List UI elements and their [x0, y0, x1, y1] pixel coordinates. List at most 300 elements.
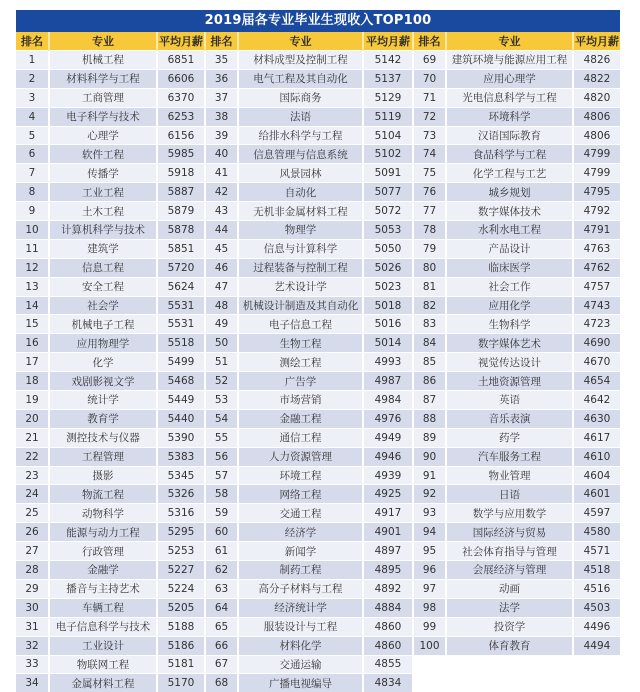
table-row	[16, 391, 620, 410]
rank-cell: 40	[205, 145, 238, 164]
rank-cell: 65	[205, 617, 238, 636]
major-cell: 动物科学	[49, 504, 157, 523]
major-cell: 艺术设计学	[238, 277, 363, 296]
rank-cell: 41	[205, 164, 238, 183]
rank-cell: 44	[205, 221, 238, 240]
rank-cell: 4	[16, 107, 49, 126]
salary-cell: 5449	[157, 391, 205, 410]
rank-cell: 25	[16, 504, 49, 523]
salary-cell: 5383	[157, 447, 205, 466]
rank-cell: 75	[413, 164, 446, 183]
major-cell: 城乡规划	[446, 183, 573, 202]
salary-cell: 5918	[157, 164, 205, 183]
major-cell: 工商管理	[49, 88, 157, 107]
major-cell: 播音与主持艺术	[49, 579, 157, 598]
rank-cell: 77	[413, 202, 446, 221]
major-cell: 环境科学	[446, 107, 573, 126]
major-cell: 应用心理学	[446, 69, 573, 88]
salary-cell: 4917	[363, 504, 413, 523]
major-cell: 电子科学与技术	[49, 107, 157, 126]
rank-cell: 74	[413, 145, 446, 164]
rank-cell: 38	[205, 107, 238, 126]
major-cell: 信息与计算科学	[238, 239, 363, 258]
major-cell: 电气工程及其自动化	[238, 69, 363, 88]
header-major: 专业	[238, 32, 363, 51]
rank-cell: 78	[413, 221, 446, 240]
rank-cell: 91	[413, 466, 446, 485]
major-cell: 体育教育	[446, 636, 573, 655]
rank-cell: 12	[16, 258, 49, 277]
rank-cell: 52	[205, 372, 238, 391]
rank-cell: 94	[413, 523, 446, 542]
major-cell: 工程管理	[49, 447, 157, 466]
salary-cell: 5468	[157, 372, 205, 391]
rank-cell: 56	[205, 447, 238, 466]
major-cell: 日语	[446, 485, 573, 504]
rank-cell: 66	[205, 636, 238, 655]
rank-cell: 22	[16, 447, 49, 466]
major-cell: 经济统计学	[238, 598, 363, 617]
rank-cell: 17	[16, 353, 49, 372]
salary-cell: 5104	[363, 126, 413, 145]
salary-cell: 5624	[157, 277, 205, 296]
major-cell: 物业管理	[446, 466, 573, 485]
salary-cell: 5224	[157, 579, 205, 598]
major-cell: 机械电子工程	[49, 315, 157, 334]
table-row	[16, 561, 620, 580]
salary-cell: 4884	[363, 598, 413, 617]
empty-cell	[573, 674, 620, 692]
rank-cell: 37	[205, 88, 238, 107]
major-cell: 给排水科学与工程	[238, 126, 363, 145]
salary-cell: 5181	[157, 655, 205, 674]
major-cell: 通信工程	[238, 428, 363, 447]
major-cell: 测绘工程	[238, 353, 363, 372]
header-rank: 排名	[205, 32, 238, 51]
salary-cell: 4503	[573, 598, 620, 617]
major-cell: 电子信息工程	[238, 315, 363, 334]
major-cell: 法语	[238, 107, 363, 126]
rank-cell: 24	[16, 485, 49, 504]
rank-cell: 59	[205, 504, 238, 523]
salary-cell: 4654	[573, 372, 620, 391]
salary-cell: 5295	[157, 523, 205, 542]
rank-cell: 7	[16, 164, 49, 183]
salary-cell: 4806	[573, 107, 620, 126]
rank-cell: 50	[205, 334, 238, 353]
major-cell: 汉语国际教育	[446, 126, 573, 145]
salary-cell: 5518	[157, 334, 205, 353]
rank-cell: 79	[413, 239, 446, 258]
salary-cell: 5186	[157, 636, 205, 655]
rank-cell: 93	[413, 504, 446, 523]
table-row	[16, 315, 620, 334]
salary-cell: 4571	[573, 542, 620, 561]
salary-cell: 4949	[363, 428, 413, 447]
table-title: 2019届各专业毕业生现收入TOP100	[16, 10, 620, 32]
salary-cell: 5253	[157, 542, 205, 561]
rank-cell: 83	[413, 315, 446, 334]
header-rank: 排名	[16, 32, 49, 51]
rank-cell: 73	[413, 126, 446, 145]
major-cell: 法学	[446, 598, 573, 617]
rank-cell: 3	[16, 88, 49, 107]
table-row	[16, 579, 620, 598]
major-cell: 社会工作	[446, 277, 573, 296]
salary-cell: 4895	[363, 561, 413, 580]
major-cell: 会展经济与管理	[446, 561, 573, 580]
major-cell: 工业工程	[49, 183, 157, 202]
rank-cell: 46	[205, 258, 238, 277]
salary-cell: 4834	[363, 674, 413, 692]
rank-cell: 86	[413, 372, 446, 391]
salary-cell: 4601	[573, 485, 620, 504]
rank-cell: 47	[205, 277, 238, 296]
table-row	[16, 277, 620, 296]
salary-cell: 5720	[157, 258, 205, 277]
salary-cell: 4822	[573, 69, 620, 88]
rank-cell: 98	[413, 598, 446, 617]
major-cell: 金属材料工程	[49, 674, 157, 692]
major-cell: 水利水电工程	[446, 221, 573, 240]
major-cell: 英语	[446, 391, 573, 410]
salary-cell: 5985	[157, 145, 205, 164]
table-row	[16, 88, 620, 107]
major-cell: 软件工程	[49, 145, 157, 164]
rank-cell: 99	[413, 617, 446, 636]
rank-cell: 10	[16, 221, 49, 240]
rank-cell: 29	[16, 579, 49, 598]
empty-cell	[573, 655, 620, 674]
table-row	[16, 126, 620, 145]
header-salary: 平均月薪	[157, 32, 205, 51]
major-cell: 测控技术与仪器	[49, 428, 157, 447]
rank-cell: 67	[205, 655, 238, 674]
salary-cell: 5227	[157, 561, 205, 580]
salary-cell: 5026	[363, 258, 413, 277]
major-cell: 建筑学	[49, 239, 157, 258]
salary-cell: 4743	[573, 296, 620, 315]
rank-cell: 100	[413, 636, 446, 655]
salary-cell: 4984	[363, 391, 413, 410]
major-cell: 高分子材料与工程	[238, 579, 363, 598]
major-cell: 物流工程	[49, 485, 157, 504]
salary-cell: 5390	[157, 428, 205, 447]
salary-cell: 5018	[363, 296, 413, 315]
rank-cell: 43	[205, 202, 238, 221]
major-cell: 材料科学与工程	[49, 69, 157, 88]
rank-cell: 97	[413, 579, 446, 598]
major-cell: 交通工程	[238, 504, 363, 523]
salary-cell: 5170	[157, 674, 205, 692]
table-row	[16, 239, 620, 258]
header-major: 专业	[49, 32, 157, 51]
salary-cell: 4580	[573, 523, 620, 542]
salary-cell: 5137	[363, 69, 413, 88]
major-cell: 安全工程	[49, 277, 157, 296]
salary-cell: 6156	[157, 126, 205, 145]
major-cell: 金融工程	[238, 409, 363, 428]
salary-cell: 4610	[573, 447, 620, 466]
table-row	[16, 674, 620, 692]
rank-cell: 14	[16, 296, 49, 315]
salary-cell: 4901	[363, 523, 413, 542]
major-cell: 金融学	[49, 561, 157, 580]
salary-cell: 4617	[573, 428, 620, 447]
salary-cell: 4604	[573, 466, 620, 485]
salary-table	[16, 32, 620, 692]
table-row	[16, 542, 620, 561]
salary-cell: 5440	[157, 409, 205, 428]
major-cell: 心理学	[49, 126, 157, 145]
salary-cell: 4860	[363, 636, 413, 655]
major-cell: 国际商务	[238, 88, 363, 107]
rank-cell: 64	[205, 598, 238, 617]
major-cell: 材料化学	[238, 636, 363, 655]
major-cell: 动画	[446, 579, 573, 598]
salary-cell: 4826	[573, 51, 620, 70]
major-cell: 自动化	[238, 183, 363, 202]
rank-cell: 92	[413, 485, 446, 504]
table-row	[16, 485, 620, 504]
major-cell: 市场营销	[238, 391, 363, 410]
table-row	[16, 409, 620, 428]
salary-cell: 4987	[363, 372, 413, 391]
table-row	[16, 598, 620, 617]
table-row	[16, 69, 620, 88]
rank-cell: 53	[205, 391, 238, 410]
table-row	[16, 51, 620, 70]
major-cell: 交通运输	[238, 655, 363, 674]
salary-cell: 4993	[363, 353, 413, 372]
rank-cell: 89	[413, 428, 446, 447]
major-cell: 食品科学与工程	[446, 145, 573, 164]
header-major: 专业	[446, 32, 573, 51]
rank-cell: 55	[205, 428, 238, 447]
rank-cell: 81	[413, 277, 446, 296]
rank-cell: 28	[16, 561, 49, 580]
major-cell: 制药工程	[238, 561, 363, 580]
major-cell: 环境工程	[238, 466, 363, 485]
salary-cell: 5188	[157, 617, 205, 636]
major-cell: 无机非金属材料工程	[238, 202, 363, 221]
salary-cell: 4763	[573, 239, 620, 258]
major-cell: 药学	[446, 428, 573, 447]
table-row	[16, 447, 620, 466]
salary-cell: 4799	[573, 164, 620, 183]
salary-cell: 5205	[157, 598, 205, 617]
salary-cell: 4946	[363, 447, 413, 466]
empty-cell	[413, 655, 446, 674]
major-cell: 摄影	[49, 466, 157, 485]
rank-cell: 48	[205, 296, 238, 315]
salary-table-container	[16, 10, 620, 692]
rank-cell: 39	[205, 126, 238, 145]
salary-cell: 5316	[157, 504, 205, 523]
rank-cell: 54	[205, 409, 238, 428]
salary-cell: 5102	[363, 145, 413, 164]
salary-cell: 4892	[363, 579, 413, 598]
table-row	[16, 636, 620, 655]
major-cell: 广播电视编导	[238, 674, 363, 692]
rank-cell: 90	[413, 447, 446, 466]
major-cell: 建筑环境与能源应用工程	[446, 51, 573, 70]
salary-cell: 4820	[573, 88, 620, 107]
major-cell: 能源与动力工程	[49, 523, 157, 542]
rank-cell: 61	[205, 542, 238, 561]
major-cell: 光电信息科学与工程	[446, 88, 573, 107]
major-cell: 新闻学	[238, 542, 363, 561]
salary-cell: 6253	[157, 107, 205, 126]
salary-cell: 5023	[363, 277, 413, 296]
salary-cell: 5887	[157, 183, 205, 202]
salary-cell: 5531	[157, 315, 205, 334]
major-cell: 物联网工程	[49, 655, 157, 674]
table-row	[16, 202, 620, 221]
major-cell: 服装设计与工程	[238, 617, 363, 636]
salary-cell: 4518	[573, 561, 620, 580]
major-cell: 过程装备与控制工程	[238, 258, 363, 277]
salary-cell: 5014	[363, 334, 413, 353]
rank-cell: 11	[16, 239, 49, 258]
rank-cell: 31	[16, 617, 49, 636]
salary-cell: 4976	[363, 409, 413, 428]
empty-cell	[446, 655, 573, 674]
rank-cell: 82	[413, 296, 446, 315]
major-cell: 传播学	[49, 164, 157, 183]
rank-cell: 58	[205, 485, 238, 504]
salary-cell: 4516	[573, 579, 620, 598]
table-row	[16, 183, 620, 202]
salary-cell: 6606	[157, 69, 205, 88]
salary-cell: 4806	[573, 126, 620, 145]
salary-cell: 4496	[573, 617, 620, 636]
major-cell: 国际经济与贸易	[446, 523, 573, 542]
header-salary: 平均月薪	[363, 32, 413, 51]
rank-cell: 84	[413, 334, 446, 353]
rank-cell: 16	[16, 334, 49, 353]
table-row	[16, 655, 620, 674]
salary-cell: 5851	[157, 239, 205, 258]
major-cell: 电子信息科学与技术	[49, 617, 157, 636]
salary-cell: 6851	[157, 51, 205, 70]
rank-cell: 30	[16, 598, 49, 617]
table-row	[16, 523, 620, 542]
major-cell: 机械设计制造及其自动化	[238, 296, 363, 315]
rank-cell: 49	[205, 315, 238, 334]
rank-cell: 26	[16, 523, 49, 542]
major-cell: 信息管理与信息系统	[238, 145, 363, 164]
major-cell: 广告学	[238, 372, 363, 391]
rank-cell: 96	[413, 561, 446, 580]
salary-cell: 4791	[573, 221, 620, 240]
salary-cell: 4792	[573, 202, 620, 221]
salary-cell: 4799	[573, 145, 620, 164]
major-cell: 音乐表演	[446, 409, 573, 428]
salary-cell: 4670	[573, 353, 620, 372]
salary-cell: 4855	[363, 655, 413, 674]
rank-cell: 95	[413, 542, 446, 561]
rank-cell: 45	[205, 239, 238, 258]
salary-cell: 5053	[363, 221, 413, 240]
rank-cell: 70	[413, 69, 446, 88]
rank-cell: 68	[205, 674, 238, 692]
major-cell: 统计学	[49, 391, 157, 410]
table-row	[16, 617, 620, 636]
major-cell: 社会体育指导与管理	[446, 542, 573, 561]
rank-cell: 27	[16, 542, 49, 561]
table-row	[16, 221, 620, 240]
salary-cell: 4939	[363, 466, 413, 485]
rank-cell: 13	[16, 277, 49, 296]
salary-cell: 4925	[363, 485, 413, 504]
salary-cell: 4630	[573, 409, 620, 428]
table-row	[16, 145, 620, 164]
table-row	[16, 296, 620, 315]
rank-cell: 63	[205, 579, 238, 598]
major-cell: 计算机科学与技术	[49, 221, 157, 240]
major-cell: 材料成型及控制工程	[238, 51, 363, 70]
rank-cell: 88	[413, 409, 446, 428]
salary-cell: 5077	[363, 183, 413, 202]
major-cell: 行政管理	[49, 542, 157, 561]
salary-cell: 6370	[157, 88, 205, 107]
rank-cell: 62	[205, 561, 238, 580]
rank-cell: 8	[16, 183, 49, 202]
rank-cell: 9	[16, 202, 49, 221]
major-cell: 汽车服务工程	[446, 447, 573, 466]
rank-cell: 76	[413, 183, 446, 202]
major-cell: 化学工程与工艺	[446, 164, 573, 183]
rank-cell: 33	[16, 655, 49, 674]
table-row	[16, 353, 620, 372]
table-row	[16, 258, 620, 277]
salary-cell: 5531	[157, 296, 205, 315]
rank-cell: 80	[413, 258, 446, 277]
rank-cell: 60	[205, 523, 238, 542]
rank-cell: 2	[16, 69, 49, 88]
major-cell: 化学	[49, 353, 157, 372]
major-cell: 生物工程	[238, 334, 363, 353]
salary-cell: 5072	[363, 202, 413, 221]
rank-cell: 51	[205, 353, 238, 372]
salary-cell: 4642	[573, 391, 620, 410]
major-cell: 土木工程	[49, 202, 157, 221]
major-cell: 应用化学	[446, 296, 573, 315]
header-row	[16, 32, 620, 51]
header-salary: 平均月薪	[573, 32, 620, 51]
rank-cell: 57	[205, 466, 238, 485]
table-row	[16, 372, 620, 391]
rank-cell: 72	[413, 107, 446, 126]
rank-cell: 18	[16, 372, 49, 391]
salary-cell: 5050	[363, 239, 413, 258]
salary-cell: 4897	[363, 542, 413, 561]
salary-cell: 5326	[157, 485, 205, 504]
major-cell: 经济学	[238, 523, 363, 542]
major-cell: 机械工程	[49, 51, 157, 70]
rank-cell: 36	[205, 69, 238, 88]
salary-cell: 5142	[363, 51, 413, 70]
salary-cell: 5878	[157, 221, 205, 240]
major-cell: 戏剧影视文学	[49, 372, 157, 391]
salary-cell: 5499	[157, 353, 205, 372]
salary-cell: 5119	[363, 107, 413, 126]
major-cell: 信息工程	[49, 258, 157, 277]
major-cell: 教育学	[49, 409, 157, 428]
rank-cell: 35	[205, 51, 238, 70]
major-cell: 物理学	[238, 221, 363, 240]
